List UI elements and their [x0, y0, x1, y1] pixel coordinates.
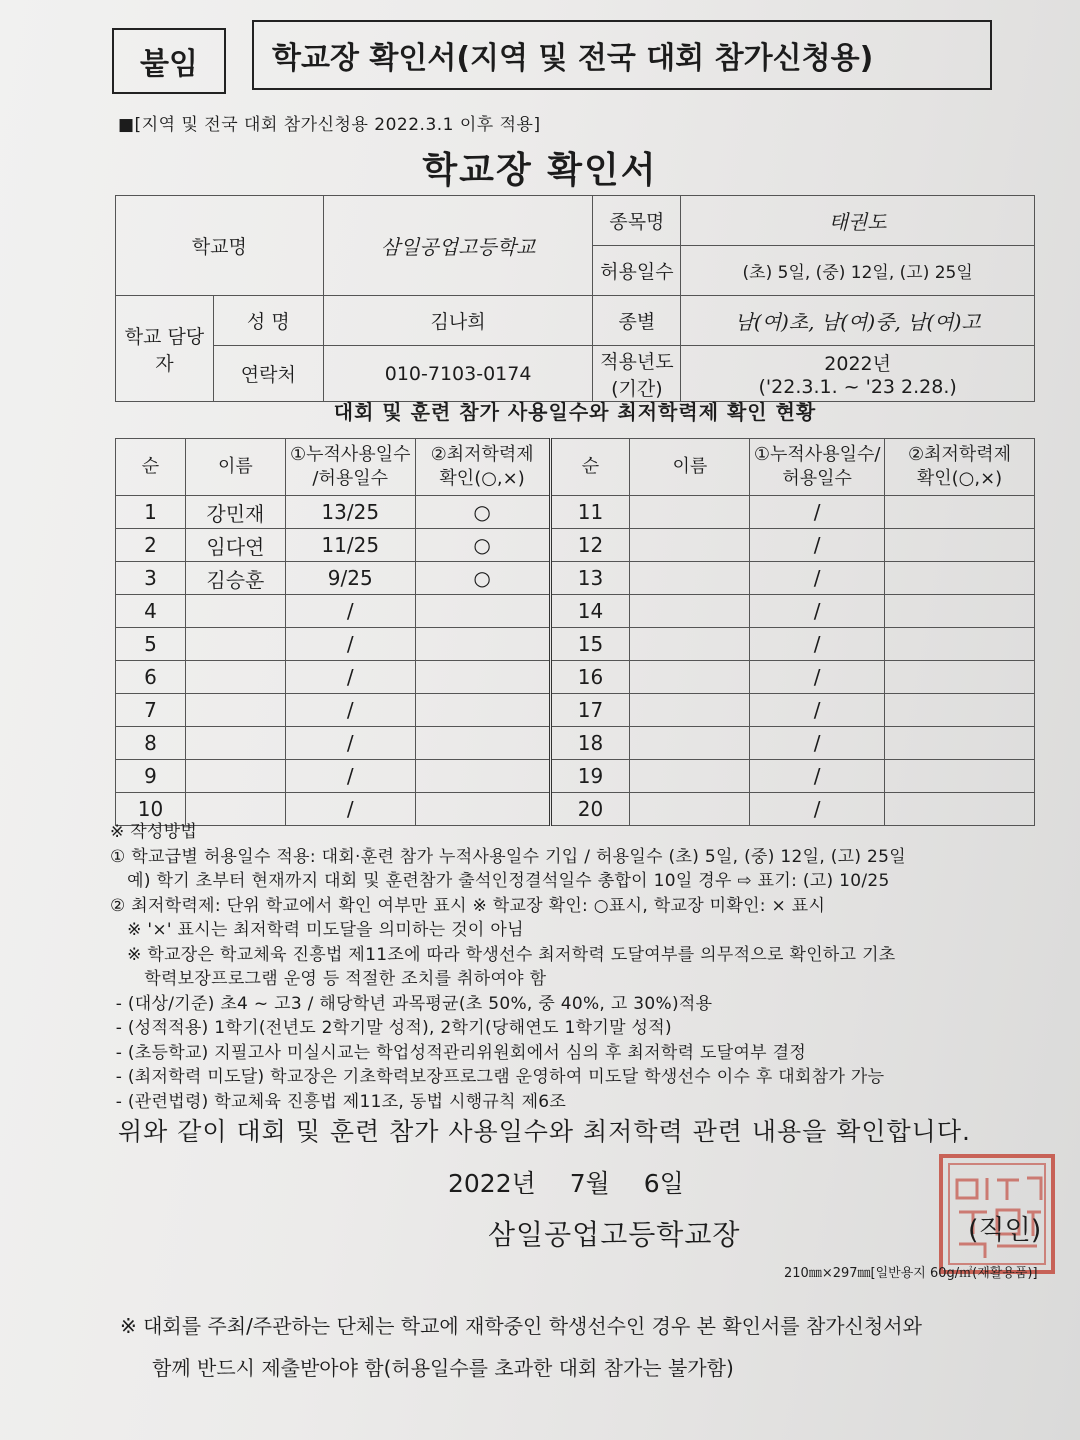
instruction-line: - (대상/기준) 초4 ~ 고3 / 해당학년 과목평균(초 50%, 중 40%, 고 30%)적용 — [110, 993, 713, 1014]
table-row: 10 / 20 / — [116, 793, 1035, 826]
table-row: 9 / 19 / — [116, 760, 1035, 793]
table-row: 2 임다연 11/25 ○ 12 / — [116, 529, 1035, 562]
contact-person-label: 학교 담당자 — [116, 296, 214, 402]
instruction-line: ① 학교급별 허용일수 적용: 대회·훈련 참가 누적사용일수 기입 / 허용일수 (초) 5일, (중) 12일, (고) 25일 — [110, 846, 906, 867]
phone-value: 010-7103-0174 — [323, 346, 593, 402]
header-no: 순 — [116, 439, 186, 496]
table-row: 3 김승훈 9/25 ○ 13 / — [116, 562, 1035, 595]
year-label-line1: 적용년도 — [600, 350, 674, 373]
school-info-table — [115, 195, 1035, 402]
instruction-line: - (초등학교) 지필고사 미실시교는 학업성적관리위원회에서 심의 후 최저학력 도달여부 결정 — [110, 1042, 807, 1063]
instruction-line: 예) 학기 초부터 현재까지 대회 및 훈련참가 출석인정결석일수 총합이 10일 경우 ⇨ 표기: (고) 10/25 — [110, 871, 890, 891]
header-no-right: 순 — [550, 439, 630, 496]
table-row: 6 / 16 / — [116, 661, 1035, 694]
allowed-days-value: (초) 5일, (중) 12일, (고) 25일 — [681, 246, 1035, 296]
roster-table — [115, 438, 1035, 826]
header-academic: ②최저학력제 확인(○,×) — [415, 439, 550, 496]
name-label: 성 명 — [213, 296, 323, 346]
phone-label: 연락처 — [213, 346, 323, 402]
seal-label: (직인) — [968, 1215, 1042, 1246]
table-row: 7 / 17 / — [116, 694, 1035, 727]
gender-value: 남(여)초, 남(여)중, 남(여)고 — [681, 296, 1035, 346]
instruction-line: - (관련법령) 학교체육 진흥법 제11조, 동법 시행규칙 제6조 — [110, 1091, 567, 1112]
year: 2022년 — [824, 353, 892, 375]
instruction-line: ② 최저학력제: 단위 학교에서 확인 여부만 표시 ※ 학교장 확인: ○표시, 학교장 미확인: × 표시 — [110, 895, 826, 916]
school-name-value: 삼일공업고등학교 — [323, 196, 593, 296]
table-row: 1 강민재 13/25 ○ 11 / — [116, 496, 1035, 529]
year-label-line2: (기간) — [611, 377, 663, 400]
allowed-days-label: 허용일수 — [593, 246, 681, 296]
instruction-line: - (성적적용) 1학기(전년도 2학기말 성적), 2학기(당해연도 1학기말 성적) — [110, 1018, 672, 1038]
applicability-note: ■[지역 및 전국 대회 참가신청용 2022.3.1 이후 적용] — [118, 115, 541, 135]
document-header-title: 학교장 확인서(지역 및 전국 대회 참가신청용) — [252, 20, 992, 90]
instructions — [110, 820, 1060, 1114]
attachment-label: 붙임 — [112, 28, 226, 94]
roster-header-row — [116, 439, 1035, 496]
header-days: ①누적사용일수 /허용일수 — [285, 439, 415, 496]
year-value — [681, 346, 1035, 402]
header-name: 이름 — [185, 439, 285, 496]
form-title: 학교장 확인서 — [422, 150, 658, 191]
confirmation-statement: 위와 같이 대회 및 훈련 참가 사용일수와 최저학력 관련 내용을 확인합니다. — [118, 1117, 971, 1146]
header-academic-right: ②최저학력제 확인(○,×) — [885, 439, 1035, 496]
footer-note — [120, 1305, 1060, 1389]
instruction-line: 학력보장프로그램 운영 등 적절한 조치를 취하여야 함 — [110, 969, 547, 989]
header-name-right: 이름 — [630, 439, 750, 496]
instruction-line: ※ '×' 표시는 최저학력 미도달을 의미하는 것이 아님 — [110, 920, 524, 940]
table-row: 4 / 14 / — [116, 595, 1035, 628]
table-row: 5 / 15 / — [116, 628, 1035, 661]
instruction-line: ※ 학교장은 학교체육 진흥법 제11조에 따라 학생선수 최저학력 도달여부를 의무적으로 확인하고 기초 — [110, 944, 896, 965]
year-label — [593, 346, 681, 402]
school-name-label: 학교명 — [116, 196, 324, 296]
instruction-line: ※ 작성방법 — [110, 822, 198, 842]
period: ('22.3.1. ~ '23 2.28.) — [758, 376, 957, 398]
principal-title: 삼일공업고등학교장 — [488, 1218, 741, 1251]
header-days-right: ①누적사용일수/ 허용일수 — [750, 439, 885, 496]
gender-label: 종별 — [593, 296, 681, 346]
instruction-line: - (최저학력 미도달) 학교장은 기초학력보장프로그램 운영하여 미도달 학생선수 이수 후 대회참가 가능 — [110, 1067, 885, 1087]
sport-label: 종목명 — [593, 196, 681, 246]
paper-spec: 210㎜×297㎜[일반용지 60g/㎡(재활용품)] — [784, 1266, 1038, 1281]
table-row: 8 / 18 / — [116, 727, 1035, 760]
roster-title: 대회 및 훈련 참가 사용일수와 최저학력제 확인 현황 — [333, 400, 817, 424]
footer-note-line: 함께 반드시 제출받아야 함(허용일수를 초과한 대회 참가는 불가함) — [152, 1356, 734, 1380]
name-value: 김나희 — [323, 296, 593, 346]
sport-value: 태권도 — [681, 196, 1035, 246]
signing-date: 2022년 7월 6일 — [448, 1169, 684, 1198]
footer-note-line: ※ 대회를 주최/주관하는 단체는 학교에 재학중인 학생선수인 경우 본 확인서를 참가신청서와 — [120, 1314, 922, 1338]
